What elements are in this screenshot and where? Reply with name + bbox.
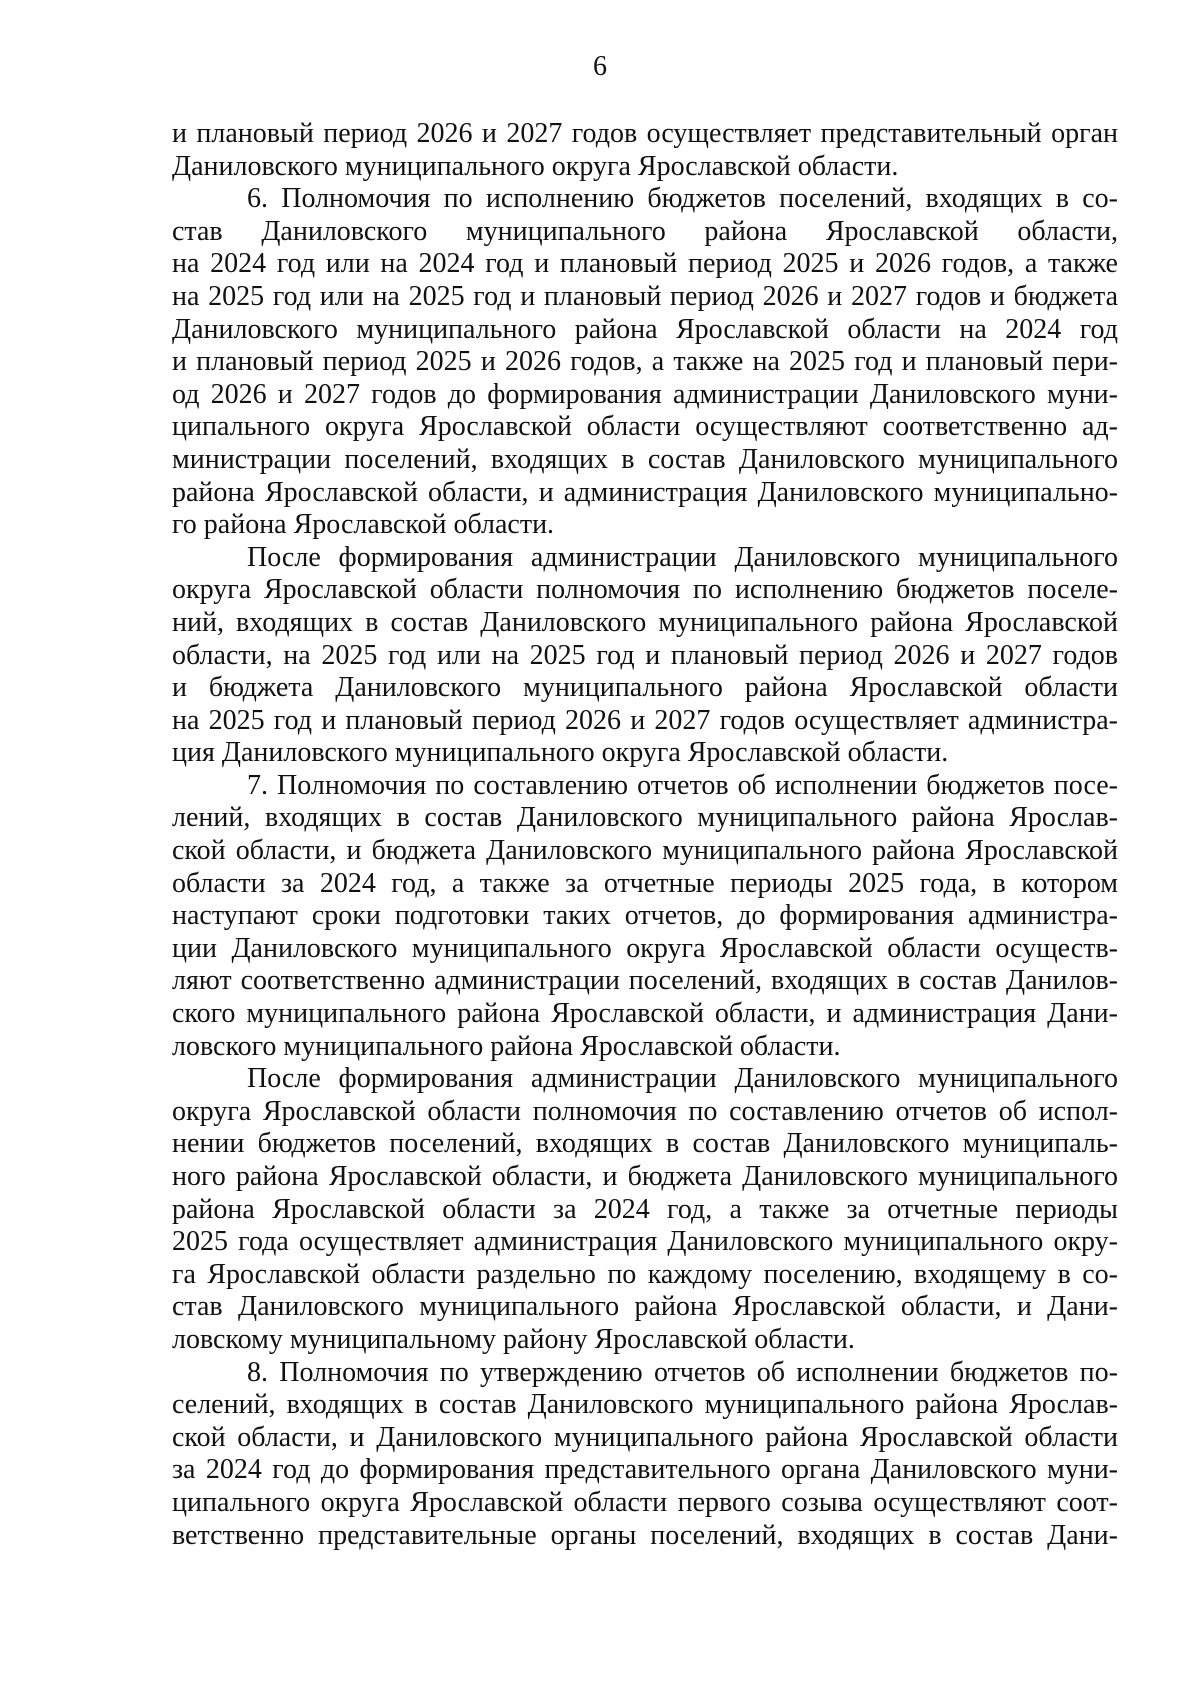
paragraph-item-6-after-line-6: на 2025 год и плановый период 2026 и 2027 годов осуществляет администра-	[172, 704, 1118, 736]
paragraph-item-7-after-line-4: ного района Ярославской области, и бюджета Даниловского муниципального	[172, 1161, 1118, 1192]
paragraph-item-8-line-6: ветственно представительные органы поселений, входящих в состав Дани-	[172, 1519, 1118, 1551]
document-body	[172, 118, 1118, 1552]
paragraph-item-7-after-line-3: нении бюджетов поселений, входящих в состав Даниловского муниципаль-	[172, 1128, 1118, 1160]
paragraph-item-7-after-line-1: После формирования администрации Даниловского муниципального	[247, 1063, 1118, 1095]
paragraph-item-7-line-1: 7. Полномочия по составлению отчетов об исполнении бюджетов посе-	[247, 769, 1118, 801]
paragraph-item-8-line-5: ципального округа Ярославской области первого созыва осуществляют соот-	[172, 1486, 1118, 1518]
paragraph-item-6-line-8: ципального округа Ярославской области осуществляют соответственно ад-	[172, 411, 1118, 443]
paragraph-item-6-after-line-1: После формирования администрации Даниловского муниципального	[247, 541, 1118, 573]
paragraph-item-8-line-4: за 2024 год до формирования представительного органа Даниловского муни-	[172, 1454, 1118, 1486]
paragraph-item-7-line-2: лений, входящих в состав Даниловского муниципального района Ярослав-	[172, 802, 1118, 834]
paragraph-item-7-line-3: ской области, и бюджета Даниловского муниципального района Ярославской	[172, 835, 1118, 867]
page-number: 6	[593, 51, 607, 82]
paragraph-item-7-after-line-8: став Даниловского муниципального района Ярославской области, и Дани-	[172, 1291, 1118, 1323]
paragraph-item-7-line-5: наступают сроки подготовки таких отчетов, до формирования администра-	[172, 900, 1118, 932]
paragraph-item-7-after-line-9: ловскому муниципальному району Ярославской области.	[172, 1323, 855, 1355]
paragraph-item-6-line-7: од 2026 и 2027 годов до формирования администрации Даниловского муни-	[172, 378, 1118, 410]
paragraph-item-7-after-line-5: района Ярославской области за 2024 год, а также за отчетные периоды	[172, 1193, 1118, 1225]
paragraph-continuation-line-1: и плановый период 2026 и 2027 годов осуществляет представительный орган	[172, 118, 1118, 149]
paragraph-continuation-line-2: Даниловского муниципального округа Ярославской области.	[172, 150, 899, 182]
paragraph-item-6-line-4: на 2025 год или на 2025 год и плановый период 2026 и 2027 годов и бюджета	[172, 280, 1118, 312]
paragraph-item-7-line-4: области за 2024 год, а также за отчетные периоды 2025 года, в котором	[172, 867, 1118, 899]
paragraph-item-7-line-8: ского муниципального района Ярославской области, и администрация Дани-	[172, 998, 1118, 1030]
paragraph-item-6-after-line-5: и бюджета Даниловского муниципального района Ярославской области	[172, 672, 1118, 704]
paragraph-item-7-after-line-2: округа Ярославской области полномочия по составлению отчетов об испол-	[172, 1095, 1118, 1127]
paragraph-item-8-line-3: ской области, и Даниловского муниципального района Ярославской области	[172, 1421, 1118, 1453]
paragraph-item-6-line-5: Даниловского муниципального района Ярославской области на 2024 год	[172, 313, 1118, 345]
paragraph-item-6-line-6: и плановый период 2025 и 2026 годов, а также на 2025 год и плановый пери-	[172, 346, 1118, 378]
paragraph-item-8-line-2: селений, входящих в состав Даниловского муниципального района Ярослав-	[172, 1389, 1118, 1421]
paragraph-item-7-after-line-7: га Ярославской области раздельно по каждому поселению, входящему в со-	[172, 1258, 1118, 1290]
paragraph-item-6-after-line-3: ний, входящих в состав Даниловского муниципального района Ярославской	[172, 606, 1118, 638]
paragraph-item-8-line-1: 8. Полномочия по утверждению отчетов об исполнении бюджетов по-	[247, 1356, 1118, 1388]
paragraph-item-6-line-9: министрации поселений, входящих в состав Даниловского муниципального	[172, 443, 1118, 475]
paragraph-item-6-after-line-4: области, на 2025 год или на 2025 год и плановый период 2026 и 2027 годов	[172, 639, 1118, 671]
paragraph-item-6-line-2: став Даниловского муниципального района Ярославской области,	[172, 215, 1118, 247]
paragraph-item-6-line-10: района Ярославской области, и администрация Даниловского муниципально-	[172, 476, 1118, 508]
paragraph-item-6-after-line-7: ция Даниловского муниципального округа Ярославской области.	[172, 737, 949, 769]
paragraph-item-7-line-6: ции Даниловского муниципального округа Ярославской области осуществ-	[172, 932, 1118, 964]
paragraph-item-7-after-line-6: 2025 года осуществляет администрация Даниловского муниципального окру-	[172, 1226, 1118, 1258]
paragraph-item-6-after-line-2: округа Ярославской области полномочия по исполнению бюджетов поселе-	[172, 574, 1118, 606]
paragraph-item-7-line-7: ляют соответственно администрации поселений, входящих в состав Данилов-	[172, 965, 1118, 997]
paragraph-item-7-line-9: ловского муниципального района Ярославской области.	[172, 1030, 841, 1062]
paragraph-item-6-line-3: на 2024 год или на 2024 год и плановый период 2025 и 2026 годов, а также	[172, 248, 1118, 280]
paragraph-item-6-line-11: го района Ярославской области.	[172, 509, 555, 541]
paragraph-item-6-line-1: 6. Полномочия по исполнению бюджетов поселений, входящих в со-	[247, 183, 1118, 215]
